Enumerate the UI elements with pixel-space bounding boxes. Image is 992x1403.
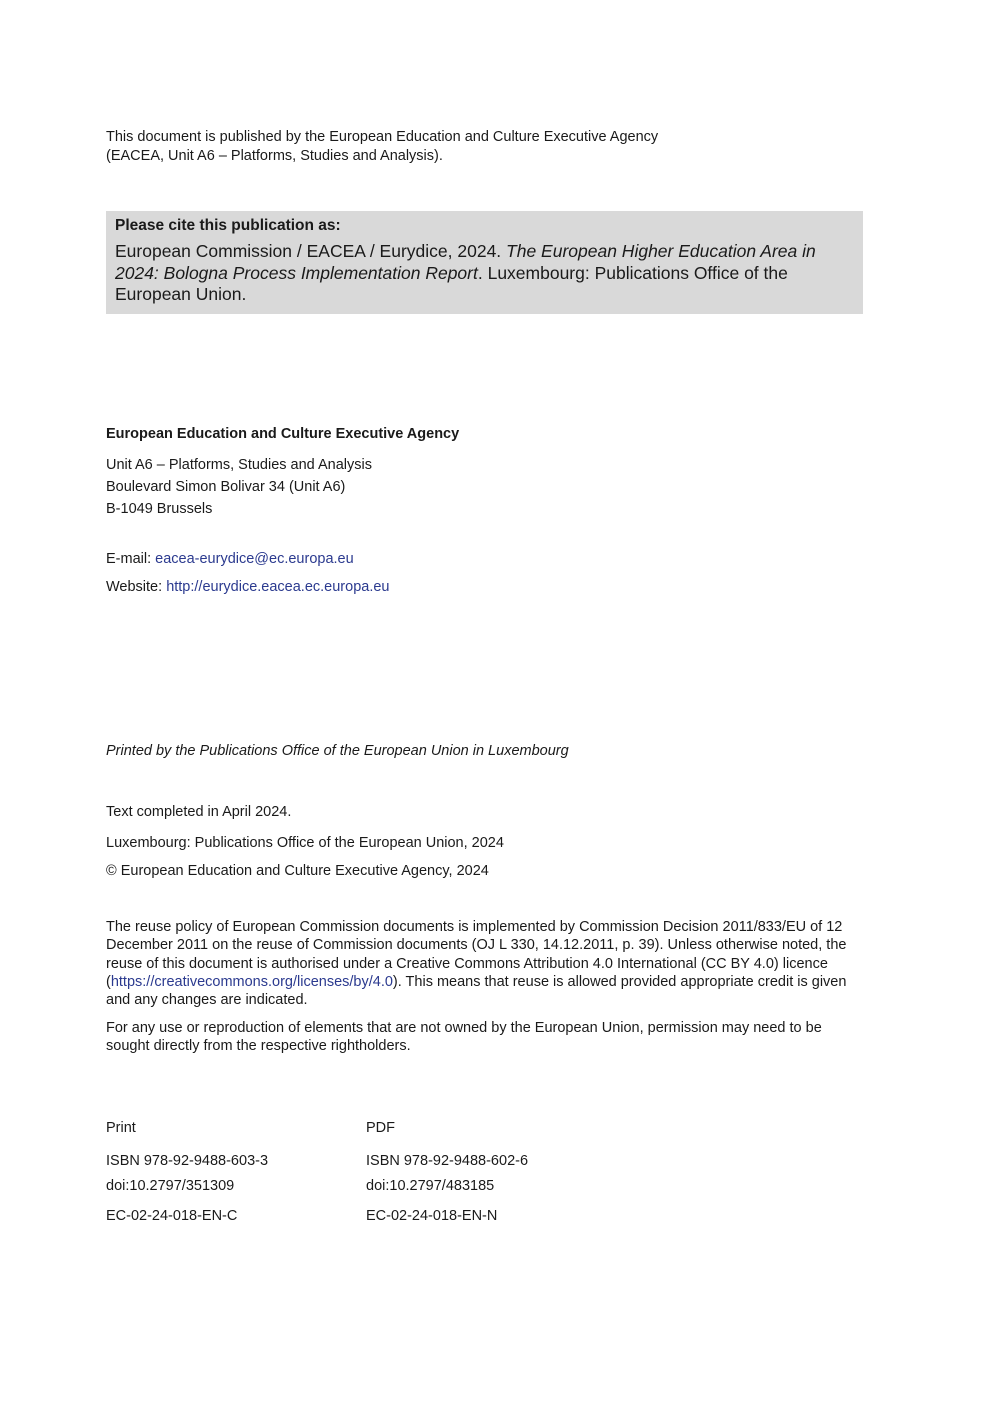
reuse-text: The reuse policy of European Commission documents is implemented by Commission Decision 2011/833/EU of 12 December 2011 on the reuse of Commission documents (OJ L 330, 14.12.2011, p. 39). Unless otherwise noted, the reuse of this document is authorised under a Creative Commons Attribution 4.0 International (CC BY 4.0) licence ( [106,919,847,990]
citation-title: The European Higher Education Area in 2024: Bologna Process Implementation Report [115,241,816,283]
citation-heading: Please cite this publication as: [115,217,341,234]
licence-link[interactable]: https://creativecommons.org/licenses/by/4.0 [110,973,393,990]
citation-text [115,241,854,306]
pdf-doi: doi:10.2797/483185 [366,1178,495,1194]
website-link[interactable]: http://eurydice.eacea.ec.europa.eu [166,579,390,595]
address-line: Unit A6 – Platforms, Studies and Analysis [106,457,372,473]
email-label: E-mail: [106,551,156,567]
permission-note: For any use or reproduction of elements that are not owned by the European Union, permission may need to be sought directly from the respective rightholders. [106,1020,822,1055]
print-catalogue-number: EC-02-24-018-EN-C [106,1208,238,1224]
publisher-statement [106,128,658,165]
website-label: Website: [106,579,167,595]
pdf-isbn: ISBN 978-92-9488-602-6 [366,1153,529,1169]
completion-date: Text completed in April 2024. [106,804,292,820]
pdf-label: PDF [366,1120,395,1136]
address-line: B-1049 Brussels [106,501,213,517]
publication-place: Luxembourg: Publications Office of the European Union, 2024 [106,835,504,851]
email-link[interactable]: eacea-eurydice@ec.europa.eu [155,551,354,567]
print-doi: doi:10.2797/351309 [106,1178,235,1194]
printed-by-note: Printed by the Publications Office of the European Union in Luxembourg [106,743,569,759]
reuse-text-end: ). This means that reuse is allowed provided appropriate credit is given and any changes are indicated. [106,973,847,1009]
email-row [106,550,354,569]
copyright-notice: © European Education and Culture Executive Agency, 2024 [106,863,489,879]
website-row [106,578,389,597]
address-line: Boulevard Simon Bolivar 34 (Unit A6) [106,479,346,495]
reuse-policy [106,918,864,1009]
citation-authors: European Commission / EACEA / Eurydice, 2024. [115,241,507,261]
publisher-line-2: (EACEA, Unit A6 – Platforms, Studies and Analysis). [106,147,443,164]
agency-name: European Education and Culture Executive Agency [106,426,460,442]
pdf-catalogue-number: EC-02-24-018-EN-N [366,1208,498,1224]
citation-box [106,211,863,314]
print-label: Print [106,1120,136,1136]
citation-rest: . Luxembourg: Publications Office of the European Union. [115,262,788,304]
print-isbn: ISBN 978-92-9488-603-3 [106,1153,269,1169]
publisher-line-1: This document is published by the European Education and Culture Executive Agency [106,129,659,145]
